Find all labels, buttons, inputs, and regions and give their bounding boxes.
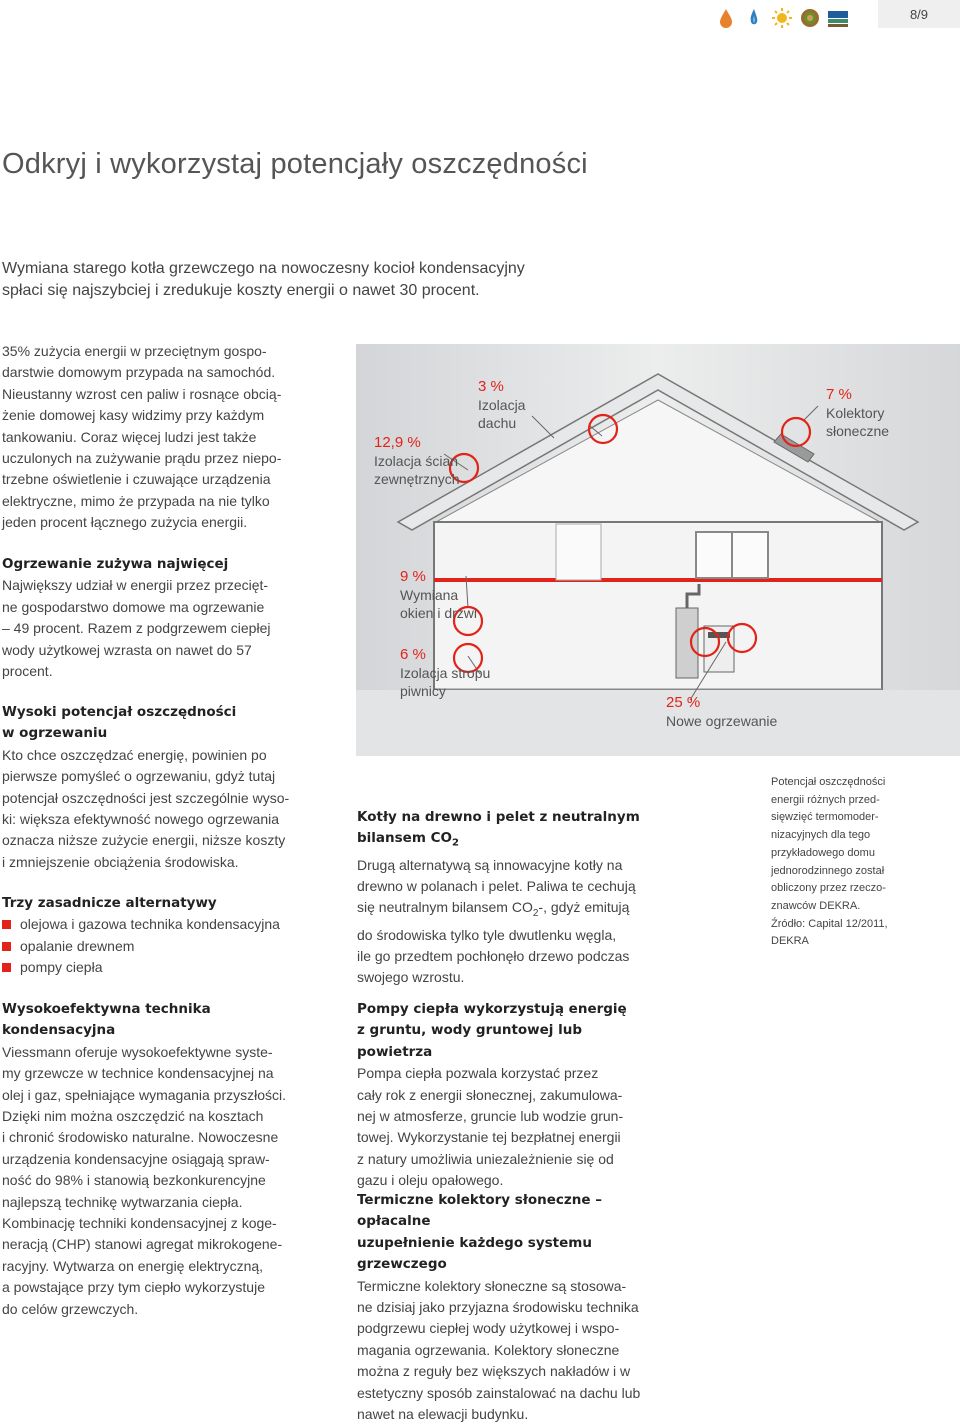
note-line: jednorodzinnego został	[771, 864, 885, 877]
label-windows-doors	[400, 568, 477, 622]
label-text: Izolacja stropu	[400, 665, 491, 681]
label-text: dachu	[478, 415, 517, 431]
lead-line: Wymiana starego kotła grzewczego na nowoczesny kocioł kondensacyjny	[2, 260, 525, 277]
text-line: uczulonych na zużywanie prądu przez niepo-	[2, 450, 282, 467]
text-line: a powstające przy tym ciepło wykorzystuje	[2, 1279, 265, 1296]
text-line: olej i gaz, spełniające wymagania przyszłości.	[2, 1086, 287, 1103]
text-line: my grzewcze w technice kondensacyjnej na	[2, 1065, 274, 1082]
potential-section	[2, 702, 294, 873]
oil-drop-icon	[715, 7, 737, 29]
section-heading: Wysoki potencjał oszczędności	[2, 704, 237, 720]
note-line: Potencjał oszczędności	[771, 776, 886, 788]
label-new-heating	[666, 694, 777, 730]
house-illustration	[356, 344, 960, 756]
text-line: cały rok z energii słonecznej, zakumulowa-	[357, 1086, 623, 1103]
text-line: najlepszą technikę wytwarzania ciepła.	[2, 1193, 243, 1210]
section-heading: z gruntu, wody gruntowej lub powietrza	[357, 1022, 583, 1060]
label-percent: 3 %	[478, 378, 504, 395]
heading-text: bilansem CO	[357, 830, 452, 847]
text-line: drewno w polanach i pelet. Paliwa te cechują	[357, 877, 636, 894]
label-text: Wymiana	[400, 587, 459, 603]
text-line: procent.	[2, 663, 53, 680]
text-fragment: -, gdyż emitują	[538, 899, 630, 916]
text-line: Termiczne kolektory słoneczne są stosowa-	[357, 1277, 627, 1294]
note-line: energii różnych przed-	[771, 793, 880, 806]
intro-paragraph	[2, 341, 294, 534]
text-line: estetyczny sposób zainstalować na dachu lub	[357, 1384, 641, 1401]
label-text: zewnętrznych	[374, 471, 460, 487]
text-line: i chronić środowisko naturalne. Nowoczesne	[2, 1129, 279, 1146]
text-line: trzebne oświetlenie i czuwające urządzenia	[2, 471, 271, 488]
text-line: ne gospodarstwo domowe ma ogrzewanie	[2, 598, 265, 615]
label-percent: 9 %	[400, 568, 426, 585]
label-percent: 6 %	[400, 646, 426, 663]
text-line: ki: większa efektywność nowego ogrzewania	[2, 811, 280, 828]
text-line: nej w atmosferze, gruncie lub wodzie grun-	[357, 1108, 624, 1125]
text-line: Kto chce oszczędzać energię, powinien po	[2, 746, 267, 763]
text-line: 35% zużycia energii w przeciętnym gospo-	[2, 343, 267, 359]
label-percent: 25 %	[666, 694, 701, 711]
subscript: 2	[451, 838, 459, 850]
sun-icon	[771, 7, 793, 29]
text-line: do celów grzewczych.	[2, 1300, 139, 1317]
text-line: Pompa ciepła pozwala korzystać przez	[357, 1065, 599, 1082]
condensing-section	[2, 999, 294, 1320]
alternatives-list	[2, 914, 322, 978]
wood-section	[357, 807, 657, 989]
text-line: Drugą alternatywą są innowacyjne kotły na	[357, 856, 623, 873]
label-basement-ceiling	[400, 646, 490, 700]
text-line: tankowaniu. Coraz więcej ludzi jest także	[2, 428, 257, 445]
heat-pump-icon	[827, 7, 849, 29]
heating-section	[2, 554, 294, 682]
text-line: wody użytkowej wzrasta on nawet do 57	[2, 641, 252, 658]
note-line: sięwzięć termomoder-	[771, 811, 879, 824]
text-line: Viessmann oferuje wysokoefektywne syste-	[2, 1043, 273, 1060]
subscript: 2	[532, 908, 539, 920]
text-line: Dzięki nim można oszczędzić na kosztach	[2, 1108, 264, 1125]
note-line: znawców DEKRA.	[771, 899, 861, 912]
page-number: 8/9	[878, 0, 960, 28]
text-line: gazu i oleju opałowego.	[357, 1172, 504, 1189]
label-text: okien i drzwi	[400, 605, 478, 621]
text-line	[357, 897, 657, 924]
text-line: ile go przedtem pochłonęło drzewo podczas	[357, 947, 630, 964]
text-line: racyjny. Wytwarza on energię elektryczną,	[2, 1257, 264, 1274]
label-percent: 7 %	[826, 386, 852, 403]
text-fragment: się neutralnym bilansem CO	[357, 899, 533, 916]
text-line: podgrzewu ciepłej wody użytkowej i wspo-	[357, 1320, 620, 1337]
text-line: neracją (CHP) stanowi agregat mikrokogene-	[2, 1236, 283, 1253]
list-item: opalanie drewnem	[2, 936, 322, 957]
text-line: swojego wzrostu.	[357, 969, 465, 986]
text-line: Największy udział w energii przez przecięt-	[2, 577, 269, 594]
text-line: do środowiska tylko tyle dwutlenku węgla,	[357, 926, 617, 943]
section-heading: Termiczne kolektory słoneczne – opłacalne	[357, 1192, 602, 1230]
section-heading: uzupełnienie każdego systemu grzewczego	[357, 1234, 592, 1273]
lead-line: spłaci się najszybciej i zredukuje koszty energii o nawet 30 procent.	[2, 282, 480, 299]
text-line: towej. Wykorzystanie tej bezpłatnej energii	[357, 1129, 621, 1146]
note-line: Źródło: Capital 12/2011,	[771, 917, 888, 930]
text-line: oznacza niższe zużycie energii, niższe koszty	[2, 832, 286, 849]
text-line: pierwsze pomyśleć o ogrzewaniu, gdyż tutaj	[2, 768, 276, 785]
note-line: przykładowego domu	[771, 846, 875, 859]
label-text: Nowe ogrzewanie	[666, 713, 778, 729]
section-heading	[357, 828, 657, 854]
label-text: piwnicy	[400, 683, 446, 699]
gas-flame-icon	[743, 7, 765, 29]
text-line: urządzenia kondensacyjne osiągają spraw-	[2, 1150, 270, 1167]
note-line: obliczony przez rzeczo-	[771, 882, 886, 895]
figure-note	[771, 774, 951, 951]
text-line: żenie domowej kasy widzimy przy każdym	[2, 407, 265, 424]
section-heading: w ogrzewaniu	[2, 725, 108, 742]
list-item: pompy ciepła	[2, 957, 322, 978]
top-bar	[0, 0, 960, 40]
label-text: Izolacja	[478, 397, 526, 413]
text-line: – 49 procent. Razem z podgrzewem ciepłej	[2, 620, 271, 637]
alternatives-section	[2, 893, 322, 979]
note-line: nizacyjnych dla tego	[771, 829, 871, 842]
label-text: Izolacja ścian	[374, 453, 459, 469]
text-line: ne dzisiaj jako przyjazna środowisku technika	[357, 1299, 639, 1316]
text-line: i zmniejszenie obciążenia środowiska.	[2, 853, 239, 870]
text-line: Nieustanny wzrost cen paliw i rosnące obcią-	[2, 385, 282, 402]
text-line: darstwie domowym przypada na samochód.	[2, 364, 276, 381]
text-line: można z reguły bez większych nakładów i w	[357, 1363, 631, 1380]
label-wall-insulation	[374, 434, 460, 488]
label-roof-insulation	[478, 378, 525, 432]
label-text: słoneczne	[826, 423, 890, 439]
page-title: Odkryj i wykorzystaj potencjały oszczędności	[2, 148, 588, 180]
wood-log-icon	[799, 7, 821, 29]
text-line: z natury umożliwia uniezależnienie się od	[357, 1150, 614, 1167]
lead-paragraph	[2, 258, 562, 302]
solar-section	[357, 1190, 657, 1425]
text-line: ność do 98% i stanowią bezkonkurencyjne	[2, 1172, 266, 1189]
section-heading: Trzy zasadnicze alternatywy	[2, 895, 217, 911]
section-heading: Kotły na drewno i pelet z neutralnym	[357, 809, 640, 825]
section-heading: Wysokoefektywna technika	[2, 1001, 211, 1017]
energy-icons	[715, 4, 865, 32]
text-line: jeden procent łącznego zużycia energii.	[2, 514, 248, 531]
text-line: nawet na elewacji budynku.	[357, 1406, 529, 1423]
section-heading: Ogrzewanie zużywa najwięcej	[2, 556, 229, 572]
section-heading: Pompy ciepła wykorzystują energię	[357, 1001, 627, 1017]
section-heading: kondensacyjna	[2, 1022, 116, 1039]
heatpump-section	[357, 999, 657, 1192]
label-text: Kolektory	[826, 405, 885, 421]
text-line: magania ogrzewania. Kolektory słoneczne	[357, 1341, 620, 1358]
text-line: Kombinację techniki kondensacyjnej z koge-	[2, 1215, 277, 1232]
list-item: olejowa i gazowa technika kondensacyjna	[2, 914, 322, 935]
label-solar-collectors	[826, 386, 889, 440]
label-percent: 12,9 %	[374, 434, 421, 451]
note-line: DEKRA	[771, 935, 809, 948]
text-line: elektryczne, mimo że przypada na nie tylko	[2, 492, 270, 509]
text-line: potencjał oszczędności jest szczególnie wyso-	[2, 789, 290, 806]
